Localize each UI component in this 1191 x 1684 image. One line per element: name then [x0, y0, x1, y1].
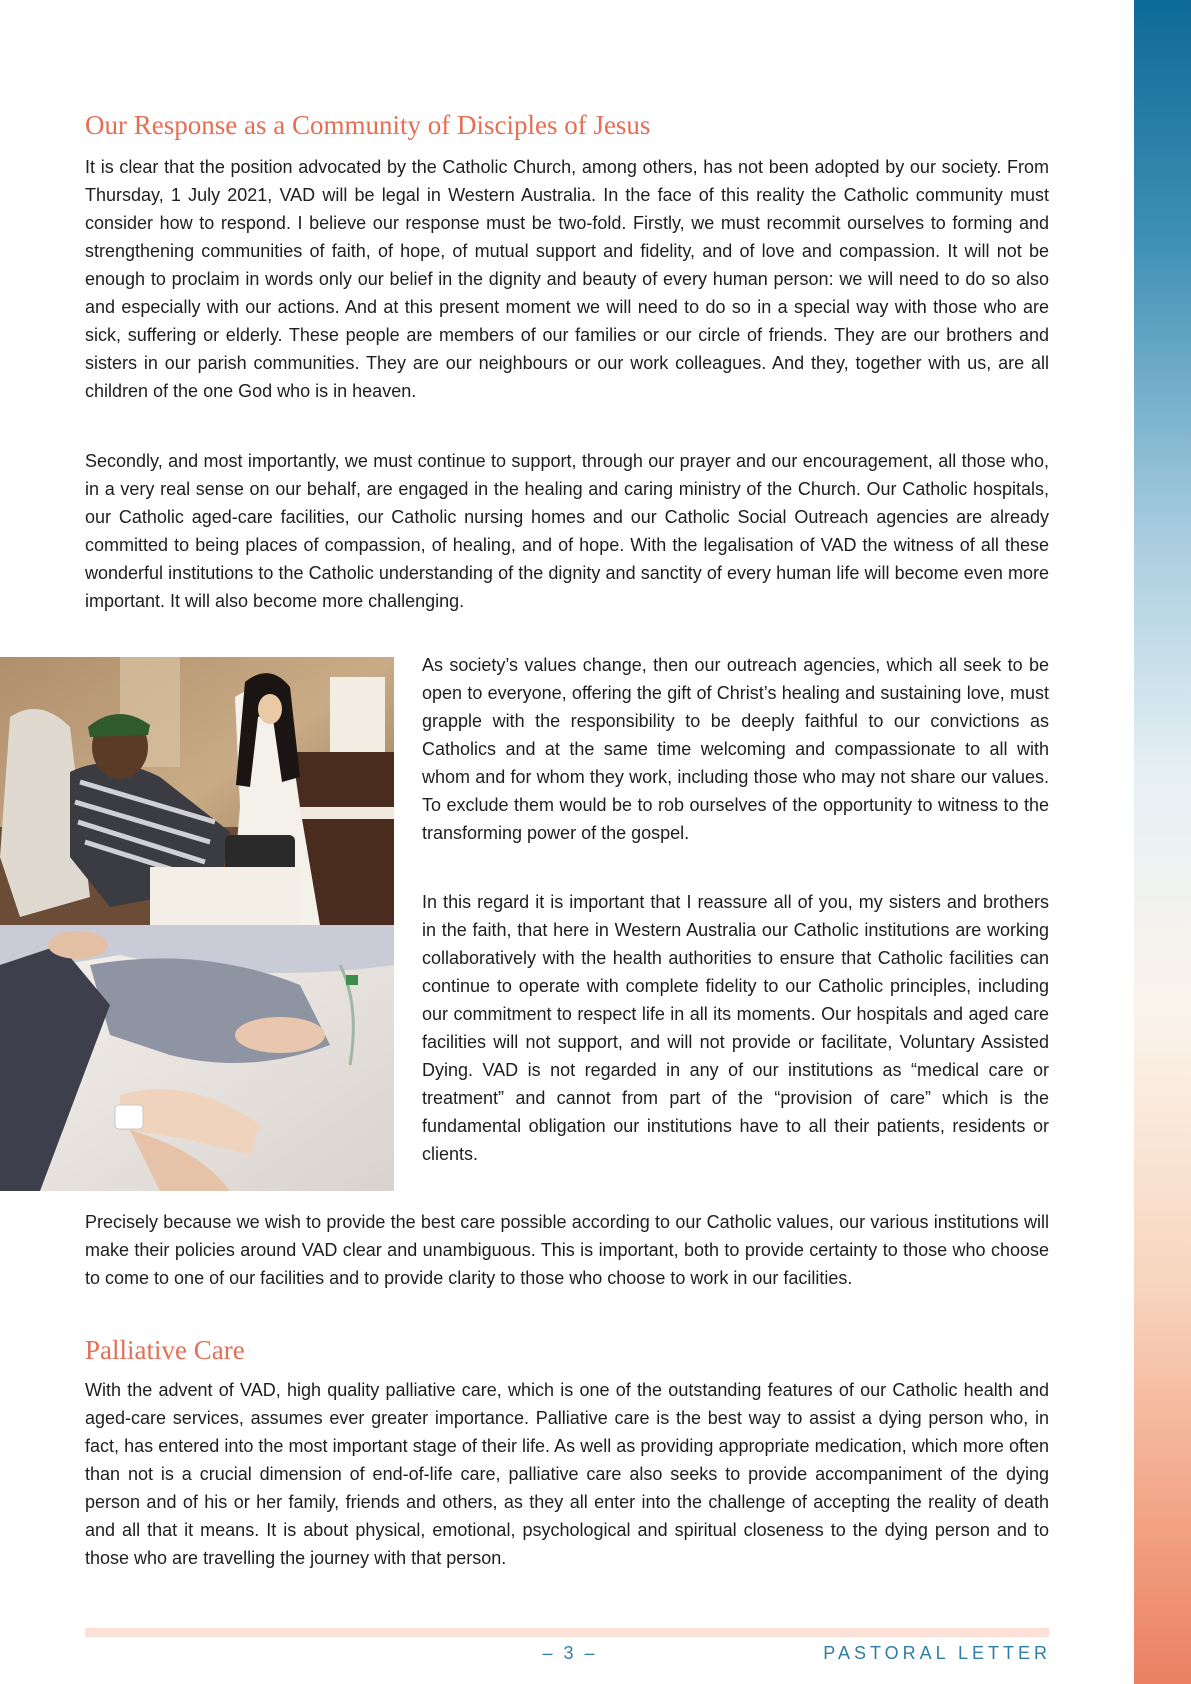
section-heading-palliative-care: Palliative Care — [85, 1335, 245, 1365]
footer-title: PASTORAL LETTER — [823, 1643, 1051, 1663]
photo-holding-hands — [0, 925, 394, 1191]
decorative-side-band — [1134, 0, 1191, 1684]
footer-rule — [85, 1628, 1049, 1637]
paragraph-response-3: As society’s values change, then our outreach agencies, which all seek to be open to everyone, offering the gift of Christ’s healing and sustaining love, must grapple with the responsibility to be deeply faithful to our convictions as Catholics and at the same time welcoming and compassionate to all with whom and for whom they work, including those who may not share our values. To exclude them would be to rob ourselves of the opportunity to witness to the transforming power of the gospel. — [422, 655, 1049, 843]
photo-sister-at-piano — [0, 657, 394, 925]
page-number: – 3 – — [542, 1643, 598, 1663]
paragraph-response-1: It is clear that the position advocated by the Catholic Church, among others, has not been adopted by our society. From Thursday, 1 July 2021, VAD will be legal in Western Australia. In the face of this reality the Catholic community must consider how to respond. I believe our response must be two-fold. Firstly, we must recommit ourselves to forming and strengthening communities of faith, of hope, of mutual support and fidelity, and of love and compassion. It will not be enough to proclaim in words only our belief in the dignity and beauty of every human person: we will need to do so also and especially with our actions. And at this present moment we will need to do so in a special way with those who are sick, suffering or elderly. These people are members of our families or our circle of friends. They are our brothers and sisters in our parish communities. They are our neighbours or our work colleagues. And they, together with us, are all children of the one God who is in heaven. — [85, 157, 1049, 401]
paragraph-palliative-care: With the advent of VAD, high quality palliative care, which is one of the outstanding features of our Catholic health and aged-care services, assumes ever greater importance. Palliative care is the best way to assist a dying person who, in fact, has entered into the most important stage of their life. As well as providing appropriate medication, which more often than not is a crucial dimension of end-of-life care, palliative care also seeks to provide accompaniment of the dying person and of his or her family, friends and others, as they all enter into the challenge of accepting the reality of death and all that it means. It is about physical, emotional, psychological and spiritual closeness to the dying person and to those who are travelling the journey with that person. — [85, 1380, 1049, 1568]
paragraph-response-2: Secondly, and most importantly, we must continue to support, through our prayer and our encouragement, all those who, in a very real sense on our behalf, are engaged in the healing and caring ministry of the Church. Our Catholic hospitals, our Catholic aged-care facilities, our Catholic nursing homes and our Catholic Social Outreach agencies are already committed to being places of compassion, of healing, and of hope. With the legalisation of VAD the witness of all these wonderful institutions to the Catholic understanding of the dignity and sanctity of every human life will become even more important. It will also become more challenging. — [85, 451, 1049, 611]
section-heading-response: Our Response as a Community of Disciples of Jesus — [85, 110, 651, 140]
paragraph-response-4: In this regard it is important that I reassure all of you, my sisters and brothers in the faith, that here in Western Australia our Catholic institutions are working collaboratively with the health authorities to ensure that Catholic facilities can continue to operate with complete fidelity to our Catholic principles, including our commitment to respect life in all its moments. Our hospitals and aged care facilities will not support, and will not provide or facilitate, Voluntary Assisted Dying. VAD is not regarded in any of our institutions as “medical care or treatment” and cannot from part of the “provision of care” which is the fundamental obligation our institutions have to all their patients, residents or clients. — [422, 892, 1049, 1164]
paragraph-response-5: Precisely because we wish to provide the best care possible according to our Catholic values, our various institutions will make their policies around VAD clear and unambiguous. This is important, both to provide certainty to those who choose to come to one of our facilities and to provide clarity to those who choose to work in our facilities. — [85, 1212, 1049, 1288]
